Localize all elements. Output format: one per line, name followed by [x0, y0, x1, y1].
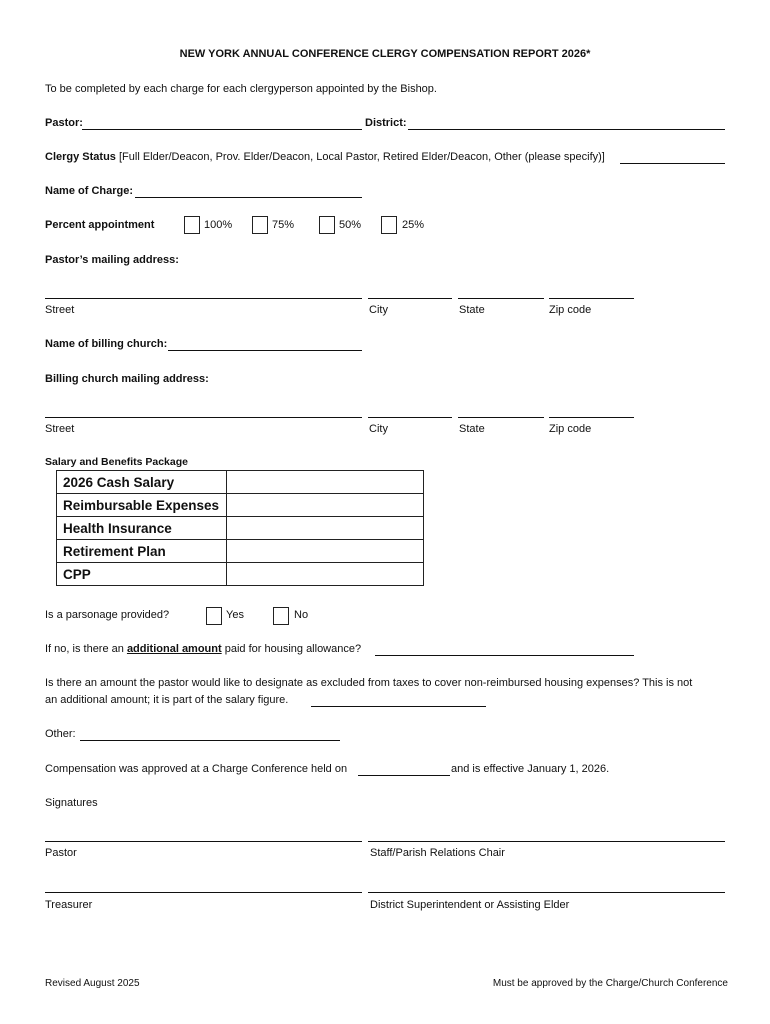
billing-church-field[interactable] [168, 350, 362, 351]
billing-city-field[interactable] [368, 417, 452, 418]
footer-approval-note: Must be approved by the Charge/Church Conference [492, 978, 728, 989]
sprc-signature-label: Staff/Parish Relations Chair [370, 847, 505, 859]
district-label: District: [365, 117, 407, 129]
table-row [57, 494, 424, 517]
zip-label: Zip code [549, 423, 592, 435]
street-label: Street [45, 423, 75, 435]
option-75-label: 75% [272, 219, 295, 231]
option-25-label: 25% [402, 219, 425, 231]
pastor-zip-field[interactable] [549, 298, 634, 299]
table-row [57, 540, 424, 563]
no-label: No [294, 609, 309, 621]
comp-approval-pre: Compensation was approved at a Charge Conference held on [45, 763, 348, 775]
other-field[interactable] [80, 740, 340, 741]
salary-table [56, 470, 424, 586]
pastor-signature-field[interactable] [45, 841, 362, 842]
treasurer-signature-label: Treasurer [45, 899, 93, 911]
billing-church-label: Name of billing church: [45, 338, 168, 350]
checkbox-25[interactable] [381, 216, 397, 234]
checkbox-50[interactable] [319, 216, 335, 234]
billing-street-field[interactable] [45, 417, 362, 418]
clergy-status-label: Clergy Status [Full Elder/Deacon, Prov. Elder/Deacon, Local Pastor, Retired Elder/Deacon, Other (please specify)] [45, 151, 605, 163]
pastor-field[interactable] [82, 129, 362, 130]
table-row [57, 563, 424, 586]
housing-question: If no, is there an additional amount paid for housing allowance? [45, 643, 362, 655]
street-label: Street [45, 304, 75, 316]
exclusion-amount-field[interactable] [311, 706, 486, 707]
option-50-label: 50% [339, 219, 362, 231]
salary-row-label: Retirement Plan [57, 540, 227, 563]
clergy-status-field[interactable] [620, 163, 725, 164]
billing-state-field[interactable] [458, 417, 544, 418]
signatures-label: Signatures [45, 797, 98, 809]
comp-approval-post: and is effective January 1, 2026. [451, 763, 610, 775]
pastor-label: Pastor: [45, 117, 83, 129]
sprc-signature-field[interactable] [368, 841, 725, 842]
salary-row-label: Health Insurance [57, 517, 227, 540]
salary-row-label: CPP [57, 563, 227, 586]
cash-salary-field[interactable] [227, 471, 424, 494]
health-insurance-field[interactable] [227, 517, 424, 540]
form-title: NEW YORK ANNUAL CONFERENCE CLERGY COMPENSATION REPORT 2026* [179, 48, 591, 60]
state-label: State [459, 304, 485, 316]
intro-text: To be completed by each charge for each clergyperson appointed by the Bishop. [45, 83, 437, 95]
ds-signature-label: District Superintendent or Assisting Elder [370, 899, 570, 911]
yes-label: Yes [226, 609, 244, 621]
pastor-signature-label: Pastor [45, 847, 77, 859]
parsonage-question: Is a parsonage provided? [45, 609, 170, 621]
additional-amount-emphasis: additional amount [126, 643, 222, 655]
pastor-mailing-label: Pastor’s mailing address: [45, 254, 179, 266]
checkbox-100[interactable] [184, 216, 200, 234]
clergy-status-options: [Full Elder/Deacon, Prov. Elder/Deacon, Local Pastor, Retired Elder/Deacon, Other (please specify)] [118, 151, 605, 163]
reimbursable-expenses-field[interactable] [227, 494, 424, 517]
footer-revised: Revised August 2025 [45, 978, 140, 989]
zip-label: Zip code [549, 304, 592, 316]
conference-date-field[interactable] [358, 775, 450, 776]
cpp-field[interactable] [227, 563, 424, 586]
pastor-state-field[interactable] [458, 298, 544, 299]
retirement-plan-field[interactable] [227, 540, 424, 563]
parsonage-yes-checkbox[interactable] [206, 607, 222, 625]
treasurer-signature-field[interactable] [45, 892, 362, 893]
pastor-street-field[interactable] [45, 298, 362, 299]
parsonage-no-checkbox[interactable] [273, 607, 289, 625]
district-field[interactable] [408, 129, 725, 130]
salary-row-label: 2026 Cash Salary [57, 471, 227, 494]
city-label: City [369, 304, 388, 316]
ds-signature-field[interactable] [368, 892, 725, 893]
other-label: Other: [45, 728, 76, 740]
exclusion-question-line2: an additional amount; it is part of the salary figure. [45, 694, 289, 706]
exclusion-question-line1: Is there an amount the pastor would like to designate as excluded from taxes to cover non-reimbursed housing expenses? This is not [45, 677, 693, 689]
state-label: State [459, 423, 485, 435]
table-row [57, 517, 424, 540]
checkbox-75[interactable] [252, 216, 268, 234]
name-of-charge-label: Name of Charge: [45, 185, 134, 197]
billing-mailing-label: Billing church mailing address: [45, 373, 209, 385]
city-label: City [369, 423, 388, 435]
table-row [57, 471, 424, 494]
salary-row-label: Reimbursable Expenses [57, 494, 227, 517]
billing-zip-field[interactable] [549, 417, 634, 418]
name-of-charge-field[interactable] [135, 197, 362, 198]
housing-allowance-field[interactable] [375, 655, 634, 656]
pastor-city-field[interactable] [368, 298, 452, 299]
salary-heading: Salary and Benefits Package [45, 456, 188, 468]
percent-appointment-label: Percent appointment [45, 219, 155, 231]
option-100-label: 100% [204, 219, 233, 231]
